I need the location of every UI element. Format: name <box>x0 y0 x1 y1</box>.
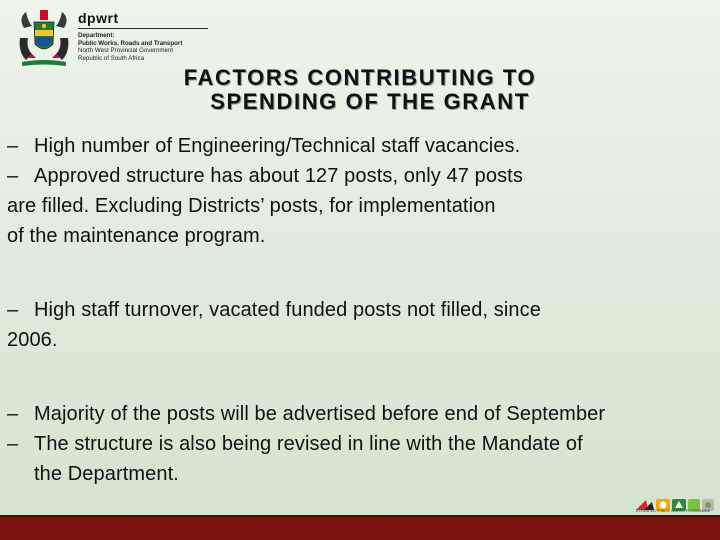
bullet-point <box>7 429 719 459</box>
org-line-country: Republic of South Africa <box>78 54 145 62</box>
bullet-text: Approved structure has about 127 posts, only 47 posts <box>34 165 523 187</box>
bullet-text: High number of Engineering/Technical staff vacancies. <box>34 135 521 157</box>
coat-of-arms-icon <box>16 8 72 68</box>
slide-body <box>7 131 719 489</box>
org-divider <box>78 28 208 29</box>
org-line-dept-name: Public Works, Roads and Transport <box>78 39 183 47</box>
bullet-text: The structure is also being revised in line with the Mandate of <box>34 433 583 455</box>
bullet-point <box>7 295 719 325</box>
spacer <box>7 355 719 399</box>
org-line-province: North West Provincial Government <box>78 47 174 55</box>
bullet-dash: – <box>7 299 19 321</box>
spacer <box>7 251 719 295</box>
slide-title-line-2: SPENDING OF THE GRANT <box>210 89 530 114</box>
bullet-continuation: the Department. <box>34 463 179 485</box>
epwp-caption: EXPANDED PUBLIC WORKS PROGRAMME <box>636 509 711 513</box>
bullet-continuation: 2006. <box>7 329 58 351</box>
bullet-continuation: are filled. Excluding Districts’ posts, for implementation <box>7 195 496 217</box>
bullet-point <box>7 399 719 429</box>
slide-title <box>120 66 600 114</box>
bullet-point <box>7 161 719 191</box>
bullet-point <box>7 131 719 161</box>
bullet-dash: – <box>7 433 19 455</box>
header-logo-block <box>16 8 226 70</box>
slide-title-line-1: FACTORS CONTRIBUTING TO <box>183 65 537 90</box>
bullet-dash: – <box>7 403 19 425</box>
bullet-continuation: of the maintenance program. <box>7 225 266 247</box>
bullet-dash: – <box>7 165 19 187</box>
footer-bar <box>0 515 720 540</box>
bullet-dash: – <box>7 135 19 157</box>
bullet-text: High staff turnover, vacated funded posts not filled, since <box>34 299 541 321</box>
org-name: dpwrt <box>78 10 119 26</box>
org-text <box>78 10 208 62</box>
bullet-text: Majority of the posts will be advertised before end of September <box>34 403 606 425</box>
org-line-department: Department: <box>78 32 115 39</box>
